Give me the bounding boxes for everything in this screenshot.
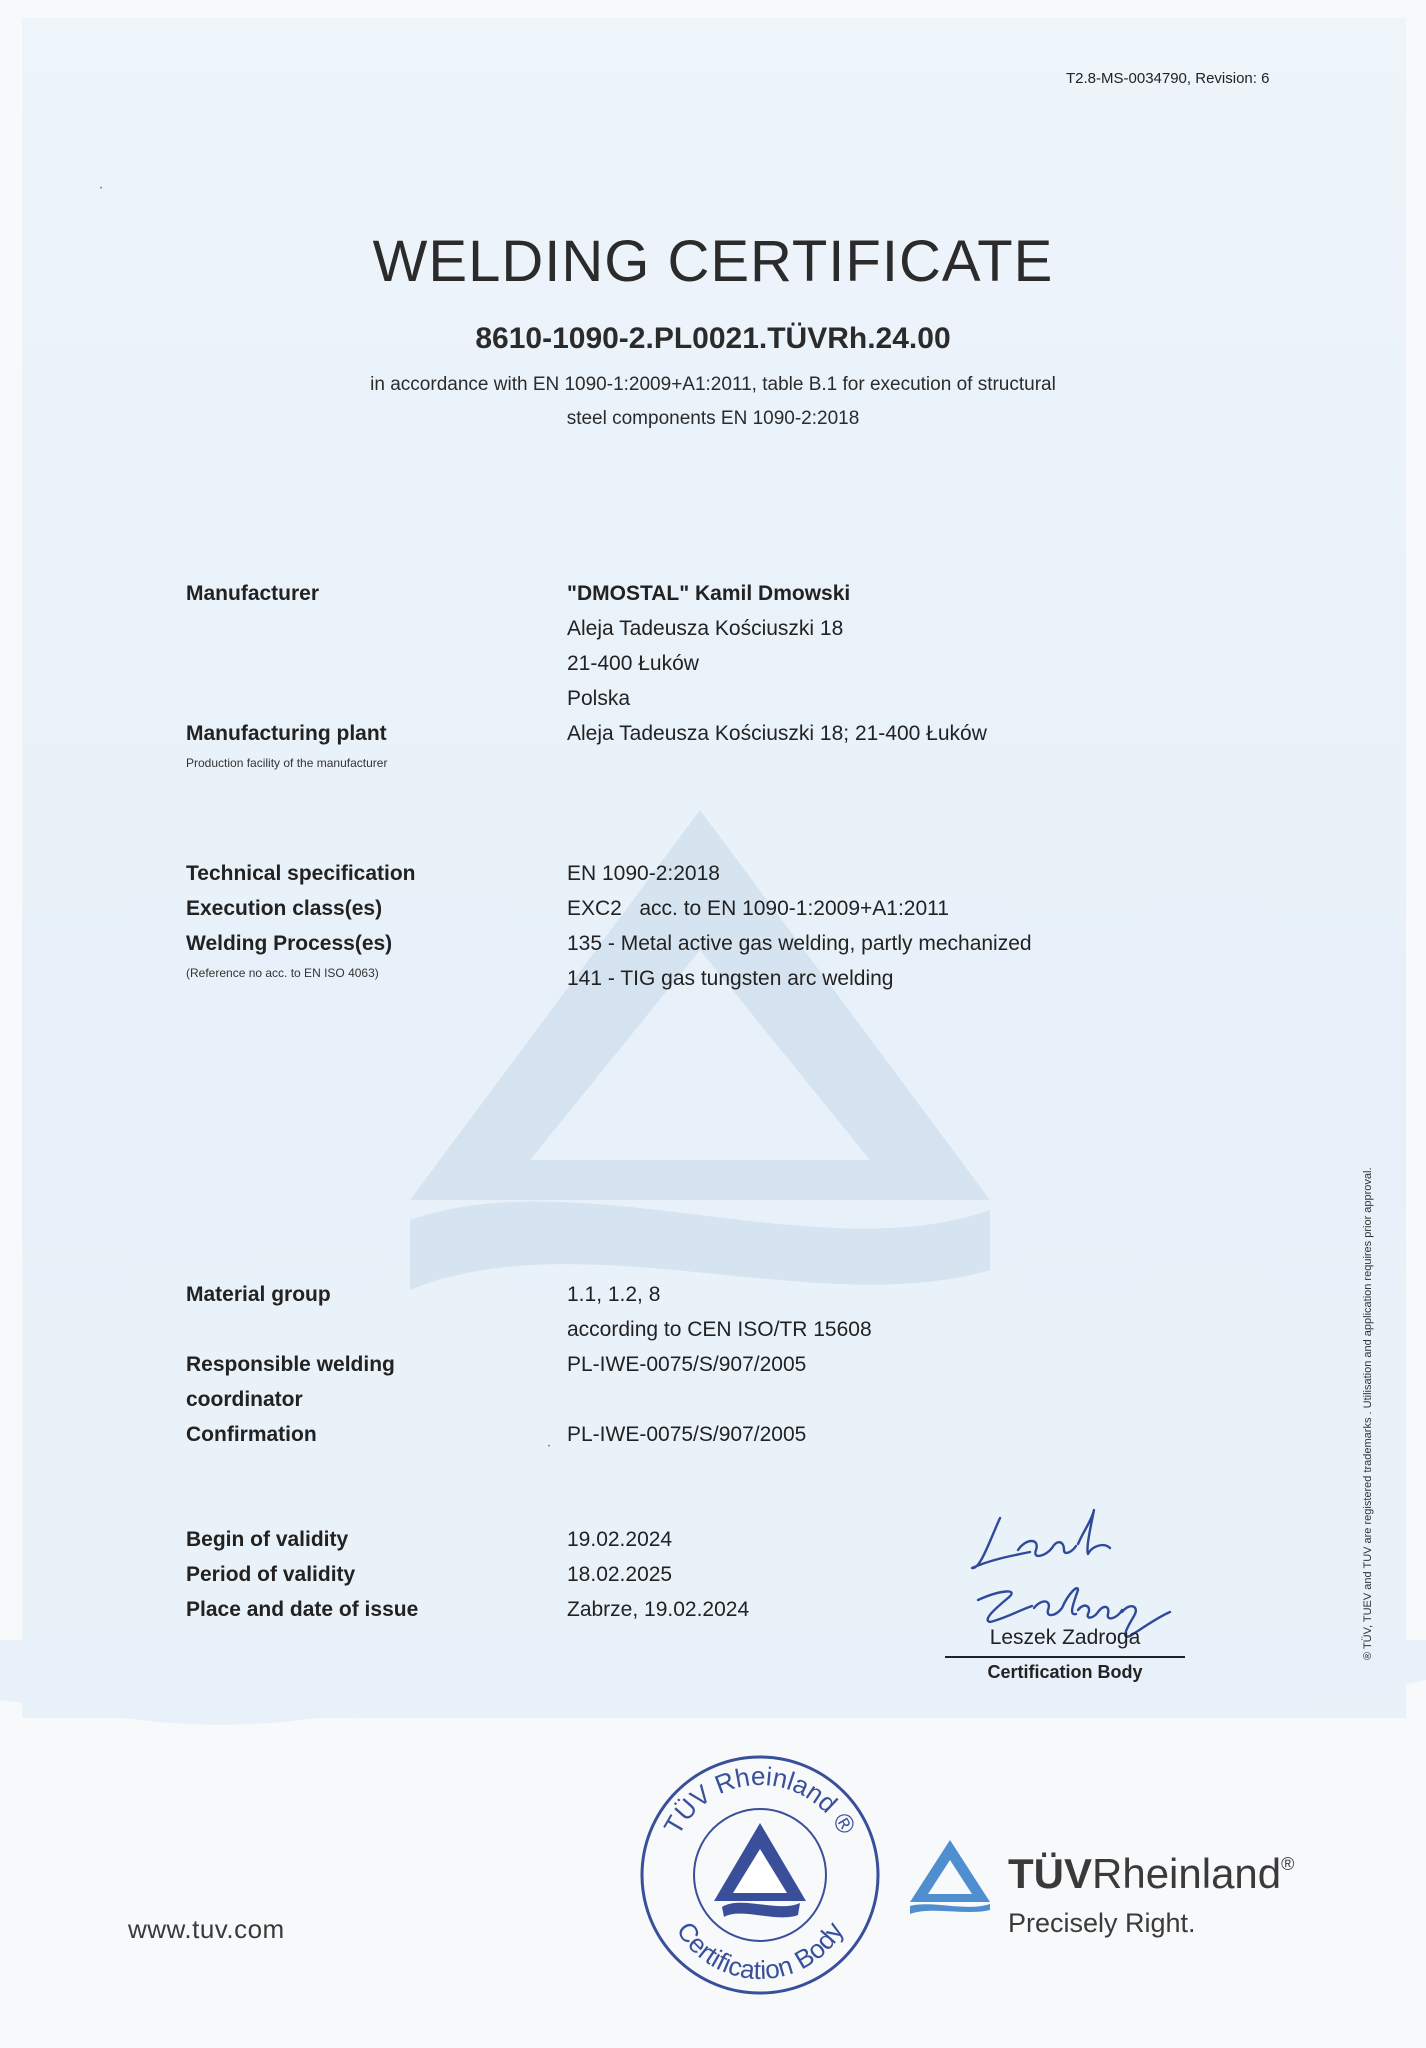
confirmation-value: PL-IWE-0075/S/907/2005 — [567, 1423, 807, 1446]
execution-class-label: Execution class(es) — [186, 897, 383, 920]
plant-value: Aleja Tadeusza Kościuszki 18; 21-400 Łuków — [567, 722, 987, 745]
coordinator-label-2: coordinator — [186, 1388, 303, 1411]
material-group-label: Material group — [186, 1283, 331, 1306]
coordinator-label-1: Responsible welding — [186, 1353, 395, 1376]
manufacturer-address-2: 21-400 Łuków — [567, 652, 699, 675]
certification-body-stamp — [630, 1745, 890, 2005]
period-validity-label: Period of validity — [186, 1563, 356, 1586]
manufacturer-name: "DMOSTAL" Kamil Dmowski — [567, 582, 851, 605]
document-reference: T2.8-MS-0034790, Revision: 6 — [1066, 70, 1270, 87]
trademark-note: ® TÜV, TUEV and TUV are registered trademarks . Utilisation and application requires prior approval. — [1362, 1167, 1374, 1660]
brand-tagline: Precisely Right. — [1008, 1908, 1196, 1938]
accordance-statement — [0, 368, 1426, 436]
signatory-role: Certification Body — [987, 1662, 1143, 1682]
plant-sublabel: Production facility of the manufacturer — [186, 756, 388, 770]
material-group-value: 1.1, 1.2, 8 — [567, 1283, 661, 1306]
tuv-logo-icon — [908, 1838, 992, 1914]
technical-spec-label: Technical specification — [186, 862, 416, 885]
scan-speck: • — [100, 186, 103, 192]
begin-validity-value: 19.02.2024 — [567, 1528, 673, 1551]
page-title: WELDING CERTIFICATE — [372, 229, 1054, 294]
period-validity-value: 18.02.2025 — [567, 1563, 673, 1586]
accordance-line-1: in accordance with EN 1090-1:2009+A1:2011, table B.1 for execution of structural — [370, 374, 1056, 395]
coordinator-value: PL-IWE-0075/S/907/2005 — [567, 1353, 807, 1376]
welding-process-sublabel: (Reference no acc. to EN ISO 4063) — [186, 966, 379, 980]
brand-wordmark — [1008, 1850, 1294, 1898]
welding-process-1: 135 - Metal active gas welding, partly mechanized — [567, 932, 1032, 955]
place-date-value: Zabrze, 19.02.2024 — [567, 1598, 750, 1621]
brand-registered: ® — [1281, 1854, 1295, 1874]
material-group-reference: according to CEN ISO/TR 15608 — [567, 1318, 872, 1341]
begin-validity-label: Begin of validity — [186, 1528, 349, 1551]
plant-label: Manufacturing plant — [186, 722, 387, 745]
signature-line — [945, 1656, 1185, 1658]
technical-spec-value: EN 1090-2:2018 — [567, 862, 720, 885]
confirmation-label: Confirmation — [186, 1423, 317, 1446]
stamp-bottom-text: Certification Body — [670, 1916, 850, 1986]
manufacturer-label: Manufacturer — [186, 582, 320, 605]
brand-rest: Rheinland — [1092, 1850, 1282, 1897]
website-link[interactable]: www.tuv.com — [128, 1914, 285, 1944]
place-date-label: Place and date of issue — [186, 1598, 419, 1621]
brand-bold: TÜV — [1008, 1850, 1092, 1897]
stamp-top-text: TÜV Rheinland ® — [657, 1760, 863, 1840]
execution-class-value: EXC2 acc. to EN 1090-1:2009+A1:2011 — [567, 897, 949, 920]
certificate-number: 8610-1090-2.PL0021.TÜVRh.24.00 — [475, 322, 951, 355]
accordance-line-2: steel components EN 1090-2:2018 — [566, 408, 860, 429]
scan-speck: • — [548, 1444, 551, 1450]
welding-process-2: 141 - TIG gas tungsten arc welding — [567, 967, 894, 990]
signatory-name: Leszek Zadroga — [989, 1626, 1141, 1649]
manufacturer-address-1: Aleja Tadeusza Kościuszki 18 — [567, 617, 844, 640]
welding-process-label: Welding Process(es) — [186, 932, 393, 955]
manufacturer-country: Polska — [567, 687, 631, 710]
